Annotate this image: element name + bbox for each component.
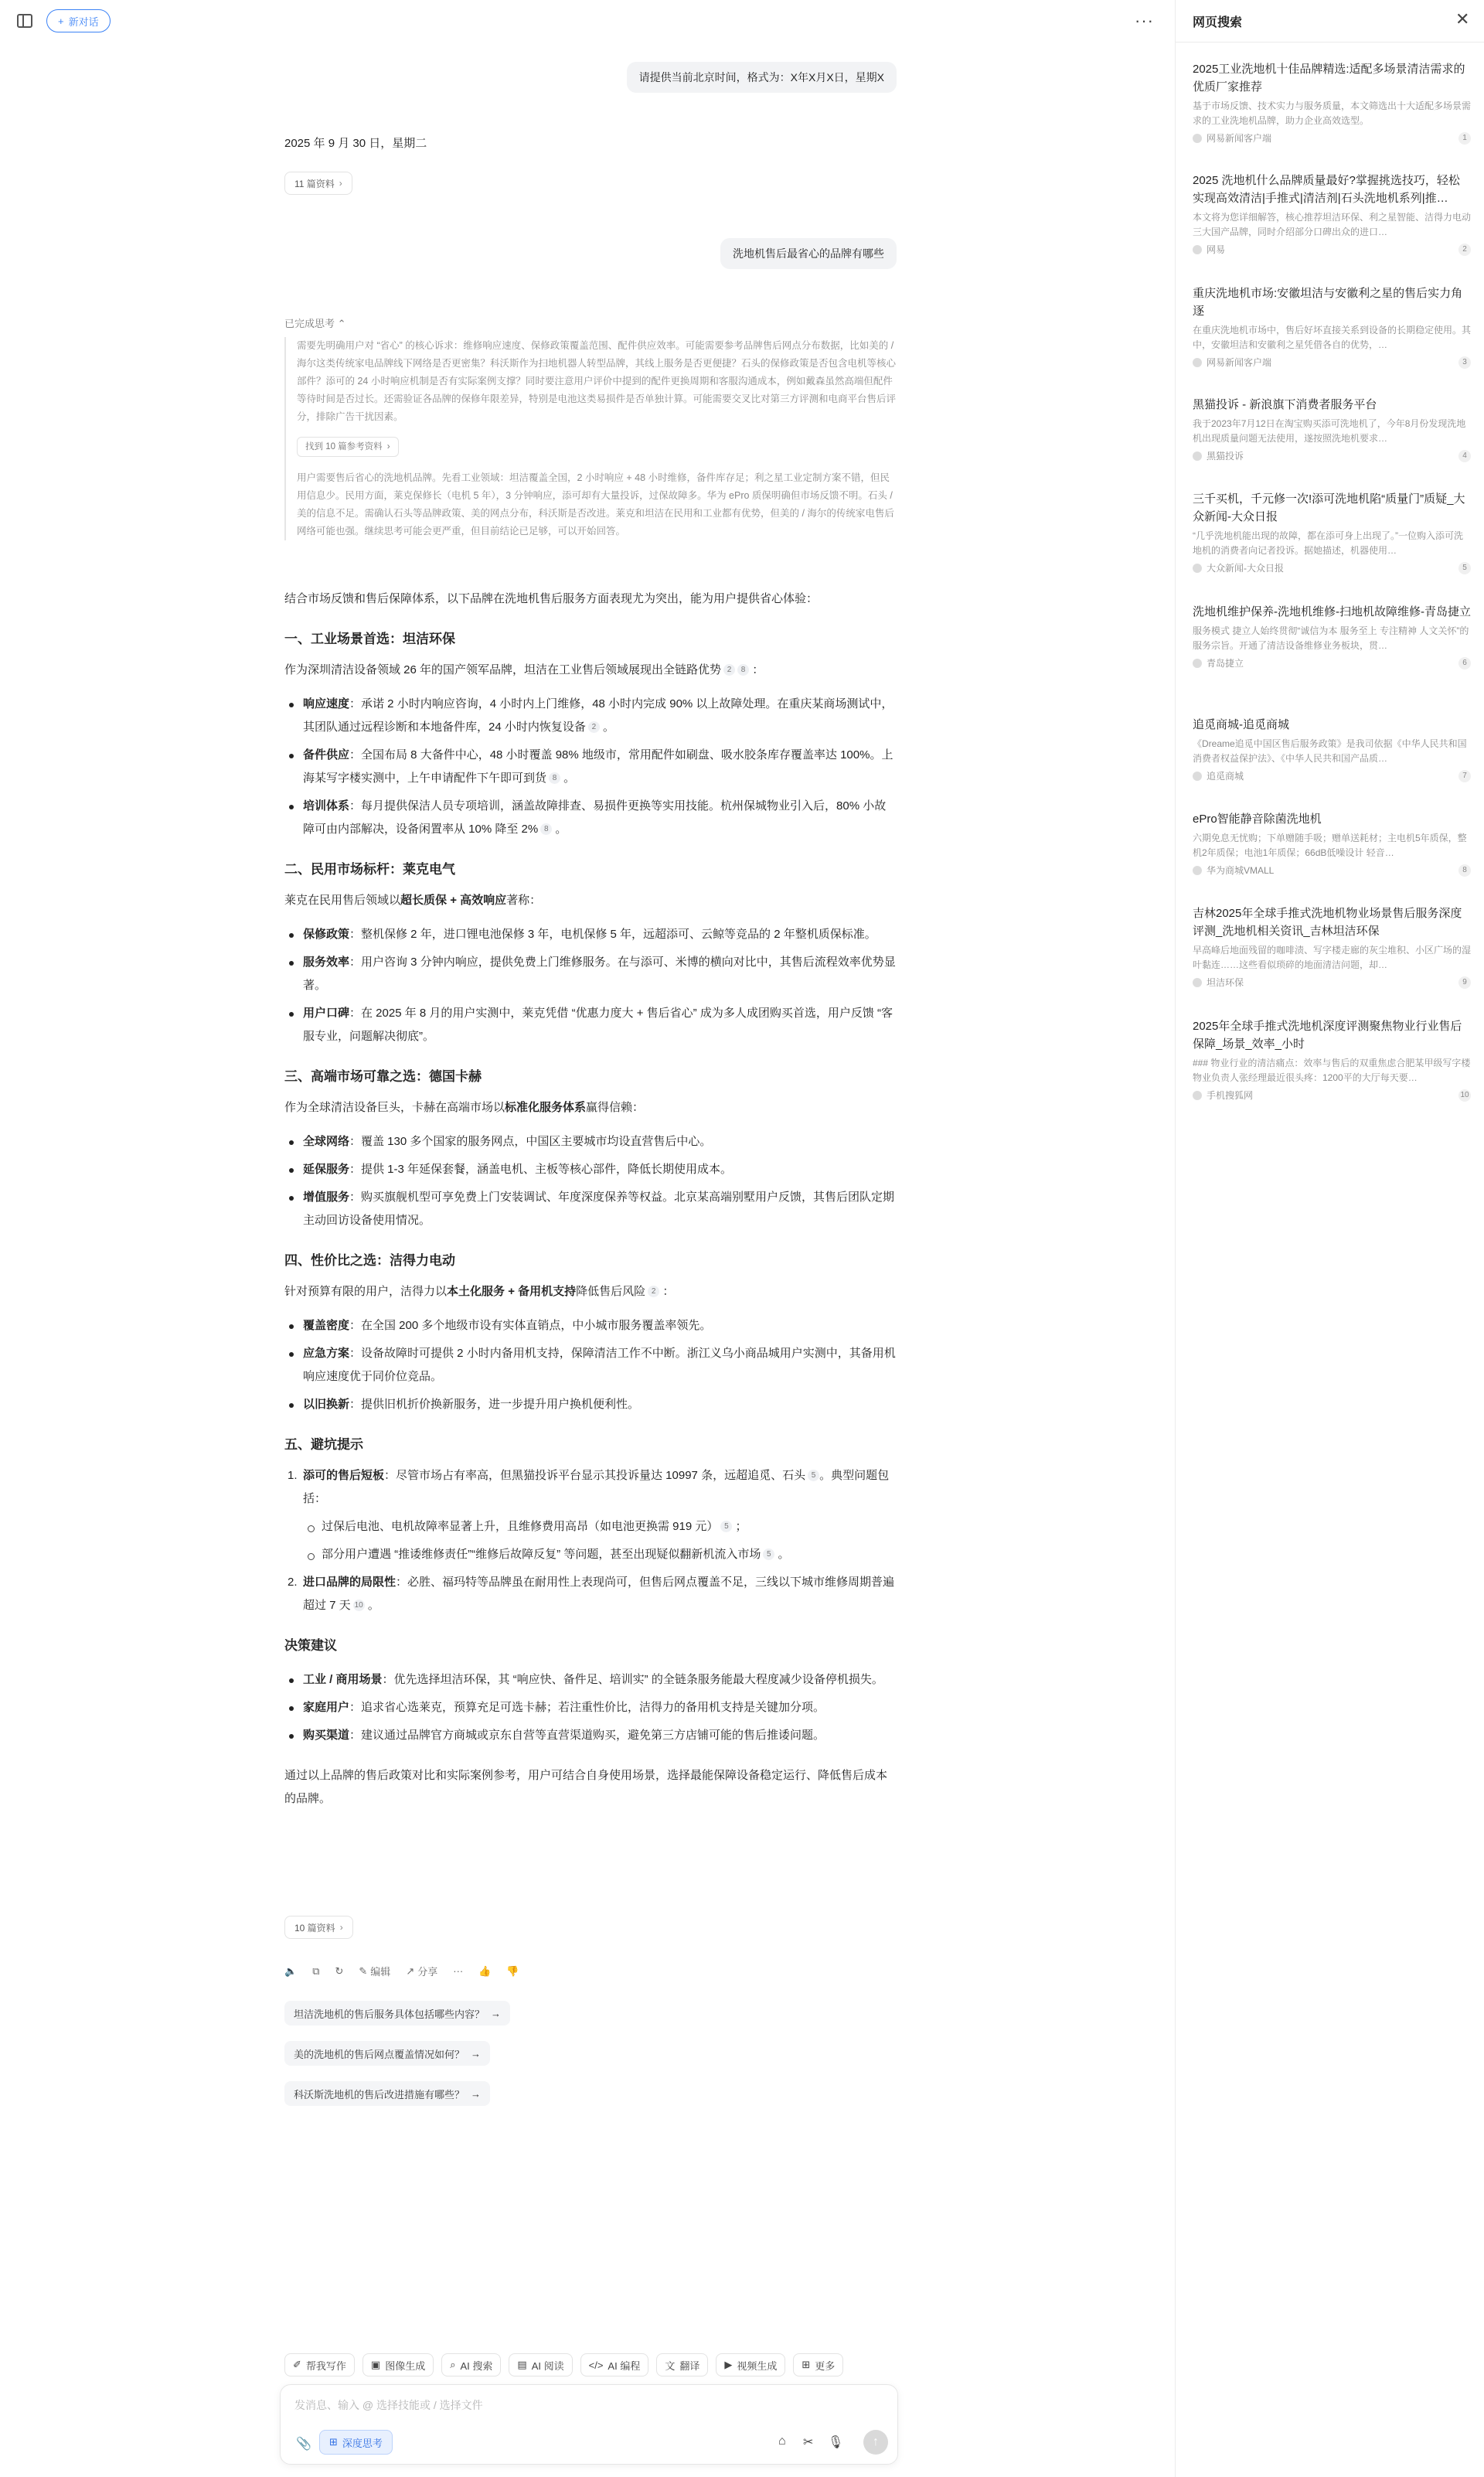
item-key: 进口品牌的局限性: [303, 1576, 397, 1589]
section-heading: 四、性价比之选：洁得力电动: [284, 1253, 455, 1268]
result-snippet: 服务模式 捷立人始终贯彻“诚信为本 服务至上 专注精神 人文关怀”的服务宗旨。开通了清洁设备维修业务板块，贯…: [1193, 625, 1469, 651]
item-text: ：必胜、福玛特等品牌虽在耐用性上表现尚可，但售后网点覆盖不足，三线以下城市维修周期普遍超过 7 天: [303, 1576, 895, 1612]
tool-code[interactable]: [580, 2353, 649, 2376]
result-title[interactable]: 追觅商城-追觅商城: [1193, 718, 1289, 731]
item-key: 应急方案: [303, 1347, 350, 1360]
citation-icon[interactable]: 5: [720, 1521, 732, 1532]
plus-icon: +: [58, 15, 64, 27]
edit-label: 编辑: [370, 1966, 391, 1978]
feature-list: [284, 693, 897, 841]
message-actions: [284, 1964, 519, 1978]
sub-list: [303, 1515, 897, 1566]
list-item: [284, 1342, 897, 1388]
citation-icon[interactable]: 8: [737, 664, 749, 676]
result-source: [1193, 769, 1471, 782]
result-snippet: 《Dreame追觅中国区售后服务政策》是我司依据《中华人民共和国消费者权益保护法》、《中华人民共和国产品质…: [1193, 738, 1467, 764]
suggestion-label: 科沃斯洗地机的售后改进措施有哪些？: [294, 2088, 465, 2101]
item-key: 响应速度: [303, 697, 350, 710]
paragraph-text: 著称：: [506, 894, 542, 907]
share-icon: ↗: [406, 1964, 415, 1977]
more-options-icon[interactable]: ···: [1135, 11, 1154, 30]
composer-input[interactable]: 发消息、输入 @ 选择技能或 / 选择文件: [294, 2399, 483, 2411]
sub-list-item: 过保后电池、电机故障率显著上升，且维修费用高昂（如电池更换需 919 元） 5 ；: [303, 1515, 897, 1538]
result-title[interactable]: ePro智能静音除菌洗地机: [1193, 813, 1322, 826]
item-text: ：提供 1-3 年延保套餐，涵盖电机、主板等核心部件，降低长期使用成本。: [349, 1163, 733, 1176]
source-label: 华为商城VMALL: [1207, 865, 1275, 876]
edit-button[interactable]: [359, 1964, 390, 1978]
source-label: 青岛捷立: [1207, 658, 1244, 669]
panel-title: 网页搜索: [1193, 16, 1243, 29]
result-index: 2: [1458, 244, 1471, 256]
citation-icon[interactable]: 5: [808, 1470, 819, 1481]
paragraph-key: +: [447, 894, 461, 907]
tool-translate[interactable]: [656, 2353, 708, 2376]
section-heading: 三、高端市场可靠之选：德国卡赫: [284, 1069, 482, 1084]
result-title[interactable]: 三千买机，千元修一次!添可洗地机陷“质量门”质疑_大众新闻-大众日报: [1193, 492, 1465, 523]
arrow-right-icon: →: [471, 2047, 482, 2060]
thinking-paragraph: 用户需要售后省心的洗地机品牌。先看工业领域：坦洁覆盖全国，2 小时响应 + 48 小时维修，备件库存足；利之星工业定制方案不错，但民用信息少。民用方面，莱克保修长（电机 5 年），3 分钟响应，添可却有大量投诉，过保故障多。华为 ePro 质保明确但市场反馈不明。石头 / 美的信息不足。需确认石头等品牌政策、美的网点分布，科沃斯是否改进。莱克和坦洁在民用和工业都有优势，但美的 / 海尔的传统家电售后网络可能也强。继续思考可能会更严重，但目前结论已足够，可以开始回答。: [297, 472, 894, 537]
source-label: 坦洁环保: [1207, 977, 1244, 988]
result-snippet: “几乎洗地机能出现的故障，都在添可身上出现了。”一位购入添可洗地机的消费者向记者投诉。据她描述，机器使用…: [1193, 530, 1463, 556]
item-text: ：每月提供保洁人员专项培训，涵盖故障排查、易损件更换等实用技能。杭州保城物业引入后，80% 小故障可由内部解决，设备闲置率从 10% 降至 2%: [303, 799, 887, 836]
citation-icon[interactable]: 5: [763, 1549, 774, 1560]
new-chat-button[interactable]: [46, 9, 111, 32]
tool-read[interactable]: [509, 2353, 572, 2376]
camera-icon[interactable]: ⌂: [778, 2434, 786, 2448]
search-result[interactable]: [1193, 284, 1471, 369]
list-item: [284, 951, 897, 997]
search-result[interactable]: [1193, 716, 1471, 782]
chevron-up-icon: ⌃: [337, 318, 346, 329]
section-paragraph: [284, 1096, 897, 1119]
deep-think-toggle[interactable]: [319, 2430, 393, 2455]
thinking-paragraph: 需要先明确用户对 “省心” 的核心诉求：维修响应速度、保修政策覆盖范围、配件供应效率。可能需要参考品牌售后网点分布数据，比如美的 / 海尔这类传统家电品牌线下网络是否更密集？科沃斯作为扫地机器人转型品牌，其线上服务是否更便捷？石头的保修政策是否包含电机等核心部件？添可的 24 小时响应机制是否有实际案例支撑？同时要注意用户评价中提到的配件更换周期和客服沟通成本，例如戴森虽然高端但配件等待时间是否过长。还需验证各品牌的保修年限差异，特别是电池这类易损件是否单独计算。可能需要交叉比对第三方评测和电商平台售后评分，排除广告干扰因素。: [297, 340, 897, 422]
source-icon: [1193, 659, 1202, 668]
section-paragraph: 作为深圳清洁设备领域 26 年的国产领军品牌，坦洁在工业售后领域展现出全链路优势 2 8 ：: [284, 663, 764, 676]
close-icon[interactable]: ✕: [1455, 9, 1470, 29]
list-item: [284, 1724, 897, 1747]
citation-icon[interactable]: 8: [540, 823, 552, 835]
section-heading: 决策建议: [284, 1638, 337, 1653]
paragraph-text: 作为全球清洁设备巨头，卡赫在高端市场以: [284, 1101, 505, 1114]
item-text: 。典型问题包括：: [303, 1469, 890, 1505]
source-label: 追觅商城: [1207, 771, 1244, 782]
result-source: [1193, 561, 1471, 574]
source-icon: [1193, 245, 1202, 254]
tool-label: 图像生成: [385, 2359, 426, 2372]
skill-toolbar: [284, 2353, 843, 2376]
item-text: ：优先选择坦洁环保，其 “响应快、备件足、培训实” 的全链条服务能最大程度减少设备停机损失。: [382, 1673, 883, 1686]
item-key: 覆盖密度: [303, 1319, 350, 1332]
source-label: 网易新闻客户端: [1207, 133, 1272, 144]
list-item: 培训体系：每月提供保洁人员专项培训，涵盖故障排查、易损件更换等实用技能。杭州保城物业引入后，80% 小故障可由内部解决，设备闲置率从 10% 降至 2% 8 。: [284, 795, 897, 841]
paragraph-key: 超长质保: [400, 894, 448, 907]
item-key: 以旧换新: [303, 1398, 350, 1411]
result-snippet: ### 物业行业的清洁痛点：效率与售后的双重焦虑合肥某甲级写字楼物业负责人张经理最近很头疼：1200平的大厅每天要…: [1193, 1058, 1471, 1083]
list-item: [284, 1186, 897, 1232]
book-icon: ▤: [517, 2359, 527, 2370]
feature-list: [284, 1130, 897, 1232]
list-item: [284, 1314, 897, 1337]
result-title[interactable]: 2025工业洗地机十佳品牌精选:适配多场景清洁需求的优质厂家推荐: [1193, 63, 1465, 94]
references-chip[interactable]: [284, 1916, 353, 1939]
code-icon: </>: [588, 2359, 604, 2371]
result-source: [1193, 356, 1471, 369]
result-index: 10: [1458, 1089, 1471, 1102]
result-source: [1193, 864, 1471, 877]
paragraph-text: 降低售后风险: [576, 1285, 646, 1298]
item-text: ：用户咨询 3 分钟内响应，提供免费上门维修服务。在与添可、米博的横向对比中，其售后流程效率优势显著。: [303, 956, 896, 992]
list-item: [284, 1668, 897, 1692]
paragraph-key: 高效响应: [460, 894, 507, 907]
item-text: ：尽管市场占有率高，但黑猫投诉平台显示其投诉量达 10997 条，远超追觅、石头: [384, 1469, 806, 1482]
feature-list: [284, 1314, 897, 1416]
thinking-label: 已完成思考: [284, 318, 335, 329]
chevron-right-icon: ›: [386, 441, 390, 451]
copy-icon[interactable]: ⧉: [312, 1964, 320, 1977]
item-text: ：承诺 2 小时内响应咨询，4 小时内上门维修，48 小时内完成 90% 以上故障处理。在重庆某商场测试中，其团队通过远程诊断和本地备件库，24 小时内恢复设备: [303, 697, 893, 734]
tool-label: AI 搜索: [460, 2359, 493, 2372]
citation-icon[interactable]: 10: [354, 1601, 363, 1610]
list-item: 2. 进口品牌的局限性：必胜、福玛特等品牌虽在耐用性上表现尚可，但售后网点覆盖不足，三线以下城市维修周期普遍超过 7 天 10 。: [284, 1571, 897, 1617]
answer-intro: 结合市场反馈和售后保障体系，以下品牌在洗地机售后服务方面表现尤为突出，能为用户提供省心体验：: [284, 592, 819, 605]
edit-icon: ✎: [359, 1964, 368, 1977]
sidebar-toggle-icon[interactable]: [17, 14, 32, 28]
tool-more[interactable]: [793, 2353, 843, 2376]
chevron-right-icon: ›: [339, 1922, 343, 1933]
item-key: 培训体系: [303, 799, 350, 813]
speaker-icon[interactable]: 🔈: [284, 1964, 298, 1977]
search-icon: ⌕: [450, 2359, 456, 2370]
result-snippet: 基于市场反馈、技术实力与服务质量，本文筛选出十大适配多场景需求的工业洗地机品牌，助力企业高效选型。: [1193, 101, 1471, 126]
source-icon: [1193, 564, 1202, 573]
paragraph-text: 作为深圳清洁设备领域 26 年的国产领军品牌，坦洁在工业售后领域展现出全链路优势: [284, 663, 722, 676]
source-label: 网易: [1207, 244, 1226, 255]
sub-list-item: 部分用户遭遇 “推诿维修责任”“维修后故障反复” 等问题，甚至出现疑似翻新机流入市场 5 。: [303, 1543, 897, 1566]
item-text: ：设备故障时可提供 2 小时内备用机支持，保障清洁工作不中断。浙江义乌小商品城用户实测中，其备用机响应速度优于同价位竞品。: [303, 1347, 896, 1383]
source-label: 网易新闻客户端: [1207, 357, 1272, 368]
item-key: 工业 / 商用场景: [303, 1673, 383, 1686]
result-snippet: 我于2023年7月12日在淘宝购买添可洗地机了，今年8月份发现洗地机出现质量问题无法使用，遂按照洗地机要求…: [1193, 418, 1466, 444]
result-title[interactable]: 2025年全球手推式洗地机深度评测聚焦物业行业售后保障_场景_效率_小时: [1193, 1020, 1462, 1051]
tool-label: 翻译: [679, 2359, 700, 2372]
tool-label: AI 编程: [608, 2359, 641, 2372]
user-message: 请提供当前北京时间，格式为：X年X月X日，星期X: [627, 62, 897, 93]
source-label: 黑猫投诉: [1207, 451, 1244, 462]
answer-body: [284, 581, 897, 1817]
share-button[interactable]: [406, 1964, 437, 1978]
tool-label: 视频生成: [737, 2359, 778, 2372]
tool-label: 更多: [815, 2359, 836, 2372]
item-text: ：在全国 200 多个地级市设有实体直销点，中小城市服务覆盖率领先。: [349, 1319, 712, 1332]
paragraph-text: 莱克在民用售后领域以: [284, 894, 401, 907]
item-key: 服务效率: [303, 956, 350, 969]
tool-label: AI 阅读: [531, 2359, 564, 2372]
paragraph-key: +: [505, 1285, 519, 1298]
list-item: [284, 923, 897, 946]
result-snippet: 本文将为您详细解答，核心推荐坦洁环保、利之星智能、洁得力电动三大国产品牌，同时介绍部分口碑出众的进口…: [1193, 212, 1471, 237]
result-index: 6: [1458, 657, 1471, 670]
citation-icon[interactable]: 2: [648, 1286, 659, 1297]
source-icon: [1193, 134, 1202, 143]
references-label: 11 篇资料: [294, 178, 335, 189]
message-composer[interactable]: [280, 2384, 898, 2465]
send-button[interactable]: [863, 2430, 888, 2455]
item-text: ：提供旧机折价换新服务，进一步提升用户换机便利性。: [349, 1398, 640, 1411]
list-item: 响应速度：承诺 2 小时内响应咨询，4 小时内上门维修，48 小时内完成 90% 以上故障处理。在重庆某商场测试中，其团队通过远程诊断和本地备件库，24 小时内恢复设备 2 。: [284, 693, 897, 739]
decision-list: [284, 1668, 897, 1747]
result-title[interactable]: 吉林2025年全球手推式洗地机物业场景售后服务深度评测_洗地机相关资讯_吉林坦洁环保: [1193, 907, 1462, 938]
paragraph-key: 本土化服务: [447, 1285, 505, 1298]
top-bar: [0, 0, 1175, 43]
item-text: ：建议通过品牌官方商城或京东自营等直营渠道购买，避免第三方店铺可能的售后推诿问题。: [349, 1729, 825, 1742]
result-title[interactable]: 洗地机维护保养-洗地机维修-扫地机故障维修-青岛捷立: [1193, 605, 1471, 618]
references-label: 10 篇资料: [294, 1922, 335, 1934]
item-text: ：覆盖 130 多个国家的服务网点，中国区主要城市均设直营售后中心。: [349, 1135, 712, 1148]
list-item: [284, 1464, 897, 1566]
share-label: 分享: [417, 1966, 438, 1978]
thumbs-up-icon[interactable]: 👍: [478, 1964, 492, 1977]
item-key: 用户口碑: [303, 1007, 350, 1020]
result-index: 5: [1458, 562, 1471, 574]
list-number: 2.: [288, 1576, 298, 1589]
suggested-question[interactable]: [284, 2001, 510, 2026]
item-key: 延保服务: [303, 1163, 350, 1176]
source-icon: [1193, 772, 1202, 781]
section-heading: 五、避坑提示: [284, 1437, 363, 1452]
list-item: [284, 1393, 897, 1416]
item-text: 过保后电池、电机故障率显著上升，且维修费用高昂（如电池更换需 919 元）: [322, 1520, 719, 1533]
item-key: 备件供应: [303, 748, 350, 761]
result-index: 8: [1458, 864, 1471, 877]
result-snippet: 早高峰后地面残留的咖啡渍、写字楼走廊的灰尘堆积、小区广场的湿叶黏连……这些看似琐碎的地面清洁问题，却…: [1193, 945, 1471, 970]
citation-icon[interactable]: 2: [588, 721, 600, 733]
source-icon: [1193, 866, 1202, 875]
arrow-right-icon: →: [471, 2087, 482, 2100]
think-references-label: 找到 10 篇参考资料: [305, 441, 383, 451]
result-index: 7: [1458, 770, 1471, 782]
source-icon: [1193, 451, 1202, 461]
arrow-right-icon: →: [491, 2007, 502, 2019]
list-number: 1.: [288, 1469, 298, 1482]
thinking-toggle[interactable]: [284, 315, 346, 330]
result-snippet: 六期免息无忧购；下单赠随手吸；赠单送耗材；主电机5年质保，整机2年质保；电池1年质保；66dB低噪设计 轻音…: [1193, 833, 1467, 858]
result-index: 4: [1458, 450, 1471, 462]
assistant-message: 2025 年 9 月 30 日，星期二: [284, 137, 427, 150]
citation-icon[interactable]: 8: [549, 772, 560, 784]
suggestion-label: 坦洁洗地机的售后服务具体包括哪些内容？: [294, 2008, 485, 2020]
paragraph-text: 针对预算有限的用户，洁得力以: [284, 1285, 448, 1298]
image-icon: ▣: [370, 2359, 381, 2370]
item-key: 全球网络: [303, 1135, 350, 1148]
deep-think-icon: ⊞: [329, 2436, 338, 2448]
section-paragraph: [284, 889, 897, 912]
divider: [1176, 42, 1484, 43]
pen-icon: ✐: [293, 2359, 301, 2370]
result-index: 9: [1458, 976, 1471, 989]
source-icon: [1193, 978, 1202, 987]
source-label: 大众新闻-大众日报: [1207, 563, 1284, 574]
item-text: ：整机保修 2 年，进口锂电池保修 3 年，电机保修 5 年，远超添可、云鲸等竞品的 2 年整机质保标准。: [349, 928, 876, 941]
tool-video[interactable]: [716, 2353, 785, 2376]
result-title[interactable]: 2025 洗地机什么品牌质量最好?掌握挑选技巧，轻松实现高效清洁|手推式|清洁剂|石头洗地机系列|推…: [1193, 174, 1460, 205]
suggestion-label: 美的洗地机的售后网点覆盖情况如何？: [294, 2048, 465, 2060]
citation-icon[interactable]: 2: [723, 664, 735, 676]
pitfall-list: [284, 1464, 897, 1617]
video-icon: ▶: [724, 2359, 733, 2370]
search-result[interactable]: [1193, 1017, 1471, 1102]
result-source: [1193, 976, 1471, 989]
result-source: [1193, 243, 1471, 256]
source-label: 手机搜狐网: [1207, 1090, 1254, 1101]
references-chip[interactable]: [284, 172, 352, 195]
search-result[interactable]: [1193, 810, 1471, 877]
source-icon: [1193, 358, 1202, 367]
search-result[interactable]: [1193, 603, 1471, 670]
paragraph-key: 备用机支持: [518, 1285, 577, 1298]
user-message: 洗地机售后最省心的品牌有哪些: [720, 238, 897, 269]
attach-icon[interactable]: 📎: [296, 2438, 311, 2451]
microphone-icon[interactable]: 🎙: [828, 2436, 844, 2449]
search-result[interactable]: [1193, 396, 1471, 462]
tool-write[interactable]: [284, 2353, 355, 2376]
item-key: 增值服务: [303, 1191, 350, 1204]
deep-think-label: 深度思考: [342, 2437, 383, 2449]
paragraph-text: 赢得信赖：: [586, 1101, 645, 1114]
new-chat-label: 新对话: [68, 15, 99, 28]
suggested-question[interactable]: [284, 2041, 490, 2066]
list-item: [284, 1696, 897, 1719]
result-source: [1193, 449, 1471, 462]
chevron-right-icon: ›: [339, 178, 342, 189]
web-search-panel: [1175, 0, 1484, 2477]
result-source: [1193, 656, 1471, 670]
list-item: [284, 1130, 897, 1153]
section-heading: 一、工业场景首选：坦洁环保: [284, 632, 455, 646]
think-references-chip[interactable]: [297, 437, 399, 457]
item-key: 添可的售后短板: [303, 1469, 385, 1482]
item-text: ：全国布局 8 大备件中心，48 小时覆盖 98% 地级市，常用配件如刷盘、吸水胶条库存覆盖率达 100%。上海某写字楼实测中，上午申请配件下午即可到货: [303, 748, 893, 785]
tool-image[interactable]: [362, 2353, 434, 2376]
item-text: ：追求省心选莱克，预算充足可选卡赫；若注重性价比，洁得力的备用机支持是关键加分项。: [349, 1701, 825, 1714]
item-text: 部分用户遭遇 “推诿维修责任”“维修后故障反复” 等问题，甚至出现疑似翻新机流入市场: [322, 1548, 761, 1561]
source-icon: [1193, 1091, 1202, 1100]
result-source: [1193, 131, 1471, 145]
result-title[interactable]: 重庆洗地机市场:安徽坦洁与安徽利之星的售后实力角逐: [1193, 287, 1463, 318]
result-title[interactable]: 黑猫投诉 - 新浪旗下消费者服务平台: [1193, 398, 1377, 411]
grid-icon: ⊞: [802, 2359, 811, 2370]
result-index: 3: [1458, 356, 1471, 369]
search-result[interactable]: [1193, 490, 1471, 574]
regenerate-icon[interactable]: ↻: [335, 1964, 344, 1977]
item-key: 购买渠道: [303, 1729, 350, 1742]
result-snippet: 在重庆洗地机市场中，售后好坏直接关系到设备的长期稳定使用。其中，安徽坦洁和安徽利之星凭借各自的优势，…: [1193, 325, 1471, 350]
list-item: 备件供应：全国布局 8 大备件中心，48 小时覆盖 98% 地级市，常用配件如刷盘、吸水胶条库存覆盖率达 100%。上海某写字楼实测中，上午申请配件下午即可到货 8 。: [284, 744, 897, 790]
thinking-content: [284, 337, 897, 540]
section-heading: 二、民用市场标杆：莱克电气: [284, 862, 455, 877]
tool-label: 帮我写作: [305, 2359, 346, 2372]
suggested-question[interactable]: [284, 2081, 490, 2106]
paragraph-key: 标准化服务体系: [505, 1101, 587, 1114]
translate-icon: 文: [665, 2359, 676, 2372]
item-key: 家庭用户: [303, 1701, 350, 1714]
list-item: [284, 1158, 897, 1181]
result-index: 1: [1458, 132, 1471, 145]
item-text: ：购买旗舰机型可享免费上门安装调试、年度深度保养等权益。北京某高端别墅用户反馈，其售后团队定期主动回访设备使用情况。: [303, 1191, 895, 1227]
item-key: 保修政策: [303, 928, 350, 941]
section-paragraph: 针对预算有限的用户，洁得力以本土化服务 + 备用机支持降低售后风险 2 ：: [284, 1285, 675, 1298]
item-text: ：在 2025 年 8 月的用户实测中，莱克凭借 “优惠力度大 + 售后省心” 成为多人成团购买首选，用户反馈 “客服专业，问题解决彻底”。: [303, 1007, 893, 1043]
search-result[interactable]: [1193, 905, 1471, 989]
search-result[interactable]: [1193, 60, 1471, 145]
answer-outro: 通过以上品牌的售后政策对比和实际案例参考，用户可结合自身使用场景，选择最能保障设备稳定运行、降低售后成本的品牌。: [284, 1769, 888, 1805]
result-source: [1193, 1089, 1471, 1102]
scissors-icon[interactable]: ✂: [803, 2436, 814, 2449]
more-icon[interactable]: ···: [453, 1965, 464, 1977]
list-item: [284, 1002, 897, 1048]
arrow-up-icon: ↑: [873, 2435, 879, 2448]
feature-list: [284, 923, 897, 1048]
thumbs-down-icon[interactable]: 👎: [506, 1964, 519, 1977]
search-result[interactable]: [1193, 172, 1471, 256]
tool-search[interactable]: [441, 2353, 501, 2376]
